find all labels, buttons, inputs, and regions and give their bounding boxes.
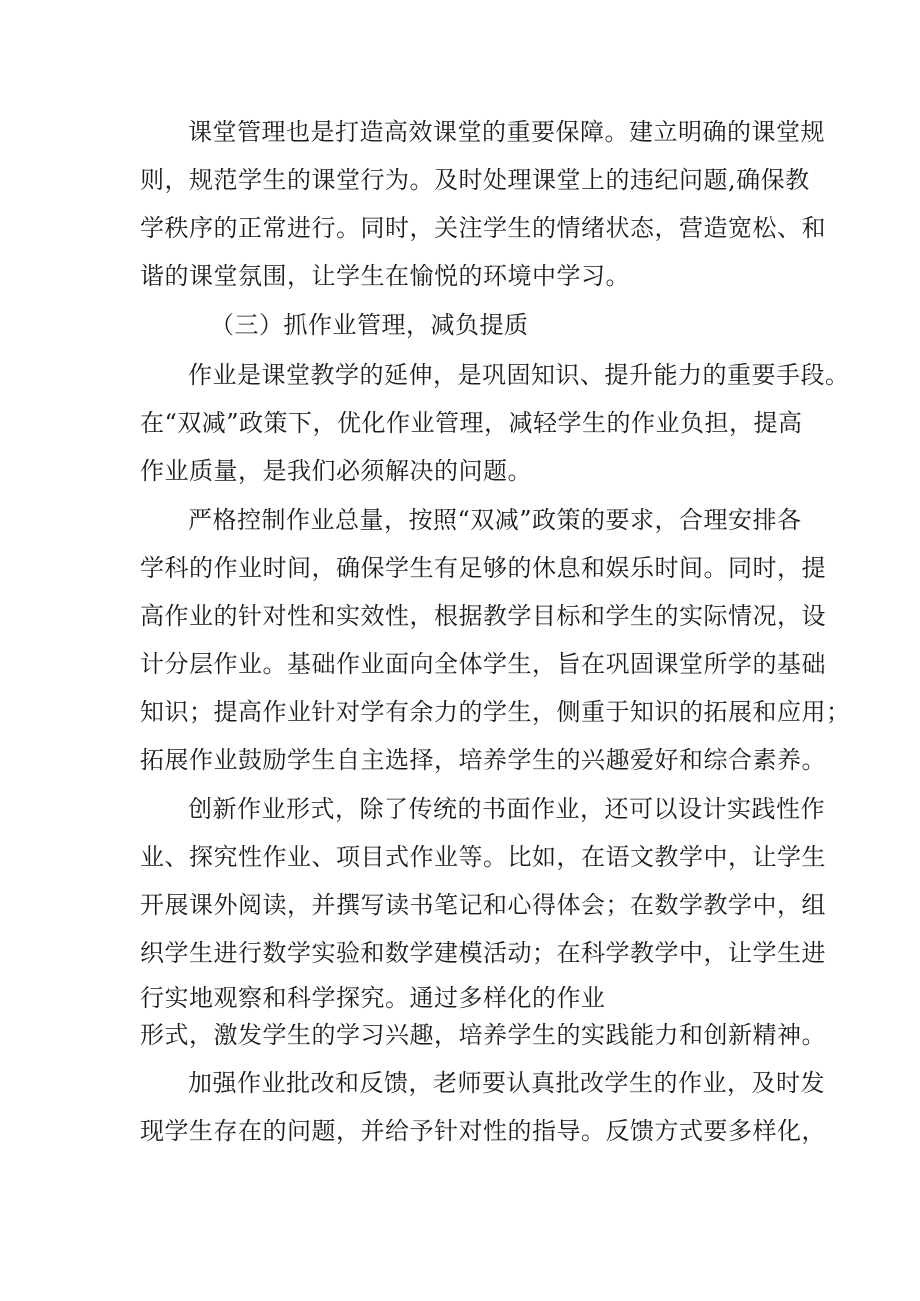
paragraph-3-line-1: 严格控制作业总量，按照“双减”政策的要求，合理安排各 bbox=[188, 506, 802, 534]
paragraph-2-line-1: 作业是课堂教学的延伸，是巩固知识、提升能力的重要手段。 bbox=[188, 361, 850, 389]
paragraph-2-line-3: 作业质量，是我们必须解决的问题。 bbox=[140, 457, 532, 485]
paragraph-4-line-2: 业、探究性作业、项目式作业等。比如，在语文教学中，让学生 bbox=[140, 843, 826, 871]
paragraph-4-line-5: 行实地观察和科学探究。通过多样化的作业 bbox=[140, 984, 606, 1012]
paragraph-1-line-4: 谐的课堂氛围，让学生在愉悦的环境中学习。 bbox=[140, 262, 630, 290]
paragraph-5-line-2: 现学生存在的问题，并给予针对性的指导。反馈方式要多样化， bbox=[140, 1117, 826, 1145]
paragraph-2-line-2: 在“双减”政策下，优化作业管理，减轻学生的作业负担，提高 bbox=[140, 409, 803, 437]
paragraph-3-line-3: 高作业的针对性和实效性，根据教学目标和学生的实际情况，设 bbox=[140, 602, 826, 630]
paragraph-4-line-3: 开展课外阅读，并撰写读书笔记和心得体会；在数学教学中，组 bbox=[140, 891, 826, 919]
paragraph-3-line-5: 知识；提高作业针对学有余力的学生，侧重于知识的拓展和应用； bbox=[140, 698, 851, 726]
paragraph-4-line-1: 创新作业形式，除了传统的书面作业，还可以设计实践性作 bbox=[188, 795, 825, 823]
paragraph-3-line-6: 拓展作业鼓励学生自主选择，培养学生的兴趣爱好和综合素养。 bbox=[140, 746, 826, 774]
paragraph-1-line-2: 则，规范学生的课堂行为。及时处理课堂上的违纪问题,确保教 bbox=[140, 166, 810, 194]
paragraph-4-line-4: 织学生进行数学实验和数学建模活动；在科学教学中，让学生进 bbox=[140, 939, 826, 967]
paragraph-1-line-3: 学秩序的正常进行。同时，关注学生的情绪状态，营造宽松、和 bbox=[140, 214, 826, 242]
paragraph-1-line-1: 课堂管理也是打造高效课堂的重要保障。建立明确的课堂规 bbox=[188, 118, 825, 146]
paragraph-5-line-1: 加强作业批改和反馈，老师要认真批改学生的作业，及时发 bbox=[188, 1069, 825, 1097]
paragraph-4-line-6: 形式，激发学生的学习兴趣，培养学生的实践能力和创新精神。 bbox=[140, 1021, 826, 1049]
paragraph-3-line-4: 计分层作业。基础作业面向全体学生，旨在巩固课堂所学的基础 bbox=[140, 650, 826, 678]
paragraph-3-line-2: 学科的作业时间，确保学生有足够的休息和娱乐时间。同时，提 bbox=[140, 554, 826, 582]
section-heading: （三）抓作业管理，减负提质 bbox=[210, 311, 529, 339]
